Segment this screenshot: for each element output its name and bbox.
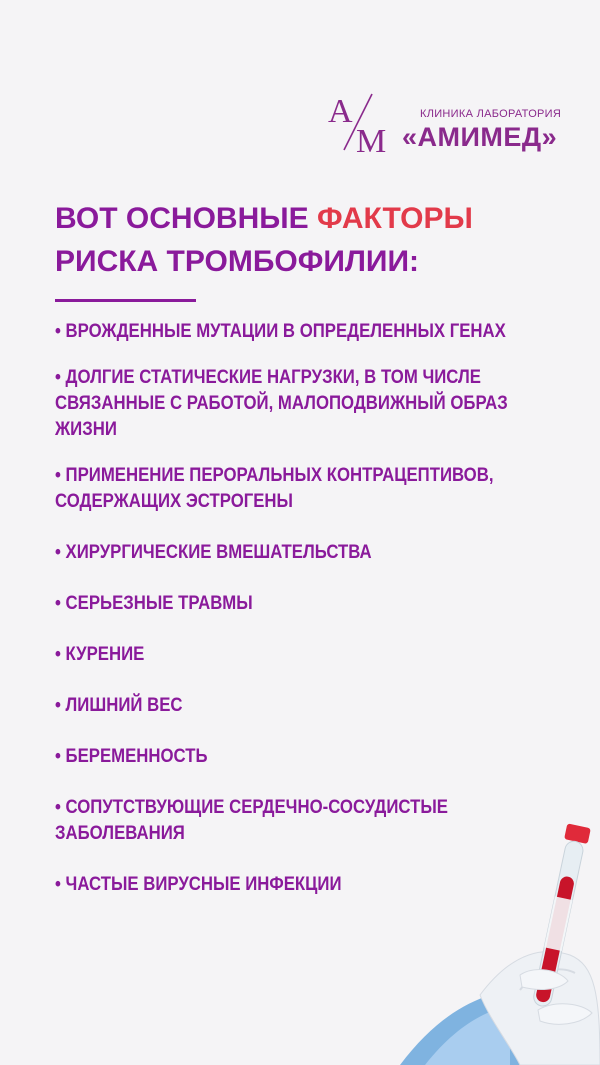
- list-item: • ЛИШНИЙ ВЕС: [55, 694, 183, 716]
- list-item: • СОПУТСТВУЮЩИЕ СЕРДЕЧНО-СОСУДИСТЫЕ ЗАБОЛЕВАНИЯ: [55, 796, 448, 844]
- svg-text:М: М: [356, 123, 387, 158]
- page-title: [55, 197, 575, 283]
- list-item: • ХИРУРГИЧЕСКИЕ ВМЕШАТЕЛЬСТВА: [55, 541, 372, 563]
- svg-text:А: А: [328, 93, 353, 130]
- blood-test-tube-hand-icon: [370, 805, 600, 1065]
- list-item: • БЕРЕМЕННОСТЬ: [55, 745, 208, 767]
- title-accent: ФАКТОРЫ: [316, 202, 473, 235]
- list-item: • СЕРЬЕЗНЫЕ ТРАВМЫ: [55, 592, 253, 614]
- am-monogram-icon: [326, 88, 396, 158]
- clinic-logo: [326, 88, 586, 158]
- list-item: • ПРИМЕНЕНИЕ ПЕРОРАЛЬНЫХ КОНТРАЦЕПТИВОВ, СОДЕРЖАЩИХ ЭСТРОГЕНЫ: [55, 464, 494, 512]
- title-part-2: РИСКА ТРОМБОФИЛИИ:: [55, 245, 420, 278]
- logo-subtitle: КЛИНИКА ЛАБОРАТОРИЯ: [420, 108, 562, 120]
- title-divider: [55, 299, 196, 302]
- list-item: • ЧАСТЫЕ ВИРУСНЫЕ ИНФЕКЦИИ: [55, 873, 342, 895]
- list-item: • ДОЛГИЕ СТАТИЧЕСКИЕ НАГРУЗКИ, В ТОМ ЧИСЛЕ СВЯЗАННЫЕ С РАБОТОЙ, МАЛОПОДВИЖНЫЙ ОБРАЗ ЖИЗНИ: [55, 366, 508, 440]
- list-item: • КУРЕНИЕ: [55, 643, 145, 665]
- logo-name: «АМИМЕД»: [402, 122, 558, 152]
- list-item: • ВРОЖДЕННЫЕ МУТАЦИИ В ОПРЕДЕЛЕННЫХ ГЕНАХ: [55, 320, 506, 342]
- title-part-1: ВОТ ОСНОВНЫЕ: [55, 202, 317, 235]
